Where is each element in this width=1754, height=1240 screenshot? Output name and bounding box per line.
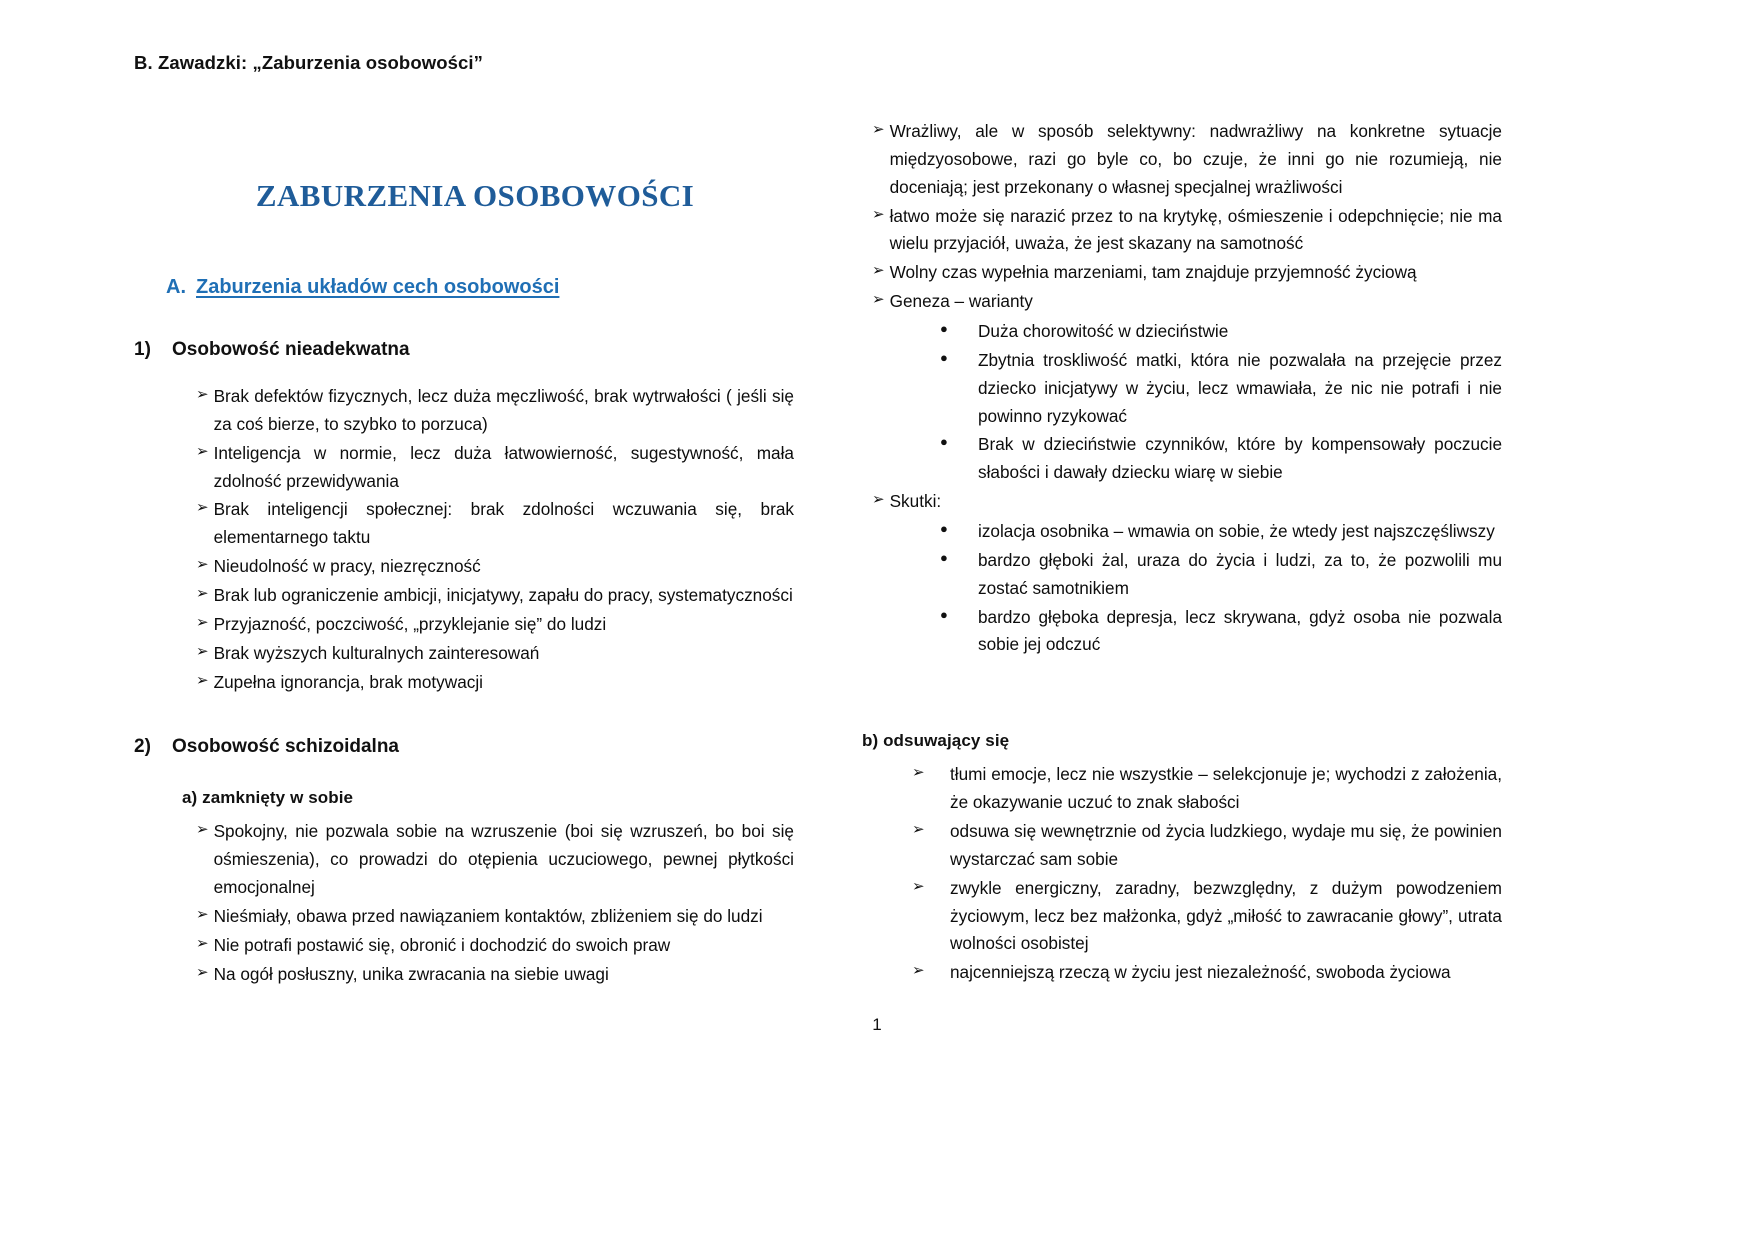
right-column [862, 118, 1502, 988]
list-item-text: bardzo głęboka depresja, lecz skrywana, gdyż osoba nie pozwala sobie jej odczuć [978, 606, 1502, 655]
section-heading-a [166, 276, 794, 299]
heading-item-2-title: Osobowość schizoidalna [172, 736, 399, 758]
list-item1-bullets [196, 383, 794, 696]
list-item-text: Brak defektów fizycznych, lecz duża męczliwość, brak wytrwałości ( jeśli się za coś bierze, to szybko to porzuca) [213, 386, 794, 434]
list-item [872, 203, 1502, 259]
list-item-text: Duża chorowitość w dzieciństwie [978, 321, 1229, 342]
arrow-bullet-icon: ➢ [196, 821, 209, 839]
list-skutki-bullets [940, 518, 1502, 659]
dot-bullet-icon: ● [940, 549, 948, 565]
list-item [196, 496, 794, 552]
arrow-bullet-icon: ➢ [196, 934, 209, 952]
arrow-bullet-icon: ➢ [872, 262, 885, 280]
list-item [196, 903, 794, 931]
page-title: ZABURZENIA OSOBOWOŚCI [255, 178, 695, 213]
list-geneza-bullets [940, 318, 1502, 487]
section-a-label: Zaburzenia układów cech osobowości [196, 276, 560, 298]
list-item [912, 761, 1502, 817]
arrow-bullet-icon: ➢ [872, 491, 885, 509]
list-item [196, 669, 794, 697]
list-item-text: Wrażliwy, ale w sposób selektywny: nadwrażliwy na konkretne sytuacje międzyosobowe, razi go byle co, bo czuje, że inni go nie rozumieją, nie doceniają; jest przekonany o własnej specjalnej wrażliwości [889, 121, 1502, 197]
list-item [912, 818, 1502, 874]
dot-bullet-icon: ● [940, 349, 948, 365]
list-item [196, 440, 794, 496]
list-item [872, 118, 1502, 202]
list-item-text: najcenniejszą rzeczą w życiu jest niezależność, swoboda życiowa [950, 962, 1451, 983]
list-item-geneza [872, 288, 1502, 316]
list-item-text: Brak w dzieciństwie czynników, które by kompensowały poczucie słabości i dawały dziecku wiarę w siebie [978, 434, 1502, 483]
heading-item-2 [134, 736, 794, 758]
list-item-text: Zbytnia troskliwość matki, która nie pozwalała na przejęcie przez dziecko inicjatywy w życiu, lecz wmawiała, że nic nie potrafi i nie powinno ryzykować [978, 349, 1502, 426]
dot-bullet-icon: ● [940, 606, 948, 622]
list-item-skutki [872, 488, 1502, 516]
list-item [912, 875, 1502, 959]
list-right-top-bullets [872, 118, 1502, 316]
section-a-marker: A. [166, 276, 186, 298]
list-item-text: Geneza – warianty [889, 291, 1033, 312]
arrow-bullet-icon: ➢ [196, 442, 209, 460]
arrow-bullet-icon: ➢ [196, 963, 209, 981]
list-item [940, 347, 1502, 431]
list-item-text: Na ogół posłuszny, unika zwracania na siebie uwagi [213, 963, 609, 984]
list-item [196, 611, 794, 639]
arrow-bullet-icon: ➢ [872, 291, 885, 309]
list-item [912, 959, 1502, 987]
list-item-text: tłumi emocje, lecz nie wszystkie – selekcjonuje je; wychodzi z założenia, że okazywanie uczuć to znak słabości [950, 764, 1502, 813]
arrow-bullet-icon: ➢ [912, 877, 925, 895]
list-item-text: odsuwa się wewnętrznie od życia ludzkiego, wydaje mu się, że powinien wystarczać sam sobie [950, 821, 1502, 869]
dot-bullet-icon: ● [940, 521, 948, 537]
list-item-text: Nie potrafi postawić się, obronić i dochodzić do swoich praw [213, 934, 671, 955]
page-number: 1 [872, 1015, 882, 1034]
arrow-bullet-icon: ➢ [912, 821, 925, 839]
arrow-bullet-icon: ➢ [196, 556, 209, 574]
list-item [940, 431, 1502, 487]
arrow-bullet-icon: ➢ [872, 205, 885, 223]
heading-item-1-marker: 1) [134, 339, 151, 360]
dot-bullet-icon: ● [940, 434, 948, 450]
list-item [940, 318, 1502, 346]
list-item [196, 582, 794, 610]
arrow-bullet-icon: ➢ [912, 764, 925, 782]
heading-item-2-marker: 2) [134, 736, 151, 758]
two-column-body [0, 118, 1754, 1118]
arrow-bullet-icon: ➢ [196, 906, 209, 924]
arrow-bullet-icon: ➢ [872, 121, 885, 138]
heading-sub-a: a) zamknięty w sobie [182, 788, 354, 808]
list-sub-b-bullets [912, 761, 1502, 987]
heading-sub-b: b) odsuwający się [862, 731, 1010, 751]
list-item [196, 553, 794, 581]
heading-item-1 [134, 339, 794, 361]
arrow-bullet-icon: ➢ [912, 962, 925, 980]
list-item-text: Skutki: [889, 491, 942, 512]
list-skutki-heading [872, 488, 1502, 516]
list-item [196, 818, 794, 902]
list-item-text: łatwo może się narazić przez to na krytykę, ośmieszenie i odepchnięcie; nie ma wielu przyjaciół, uważa, że jest skazany na samotność [889, 205, 1502, 254]
list-item [196, 383, 794, 439]
list-item-text: Nieśmiały, obawa przed nawiązaniem kontaktów, zbliżeniem się do ludzi [213, 906, 763, 927]
left-column [134, 118, 794, 990]
list-item-text: zwykle energiczny, zaradny, bezwzględny, z dużym powodzeniem życiowym, lecz bez małżonka, gdyż „miłość to zawracanie głowy”, utrata wolności osobistej [950, 877, 1502, 954]
arrow-bullet-icon: ➢ [196, 499, 209, 517]
list-item-text: Inteligencja w normie, lecz duża łatwowierność, sugestywność, mała zdolność przewidywania [213, 442, 794, 491]
list-item-text: Brak lub ograniczenie ambicji, inicjatywy, zapału do pracy, systematyczności [213, 585, 793, 606]
list-item-text: Nieudolność w pracy, niezręczność [213, 556, 481, 577]
arrow-bullet-icon: ➢ [196, 585, 209, 603]
list-item-text: Brak inteligencji społecznej: brak zdolności wczuwania się, brak elementarnego taktu [213, 499, 794, 548]
running-header: B. Zawadzki: „Zaburzenia osobowości” [134, 52, 483, 73]
list-item-text: izolacja osobnika – wmawia on sobie, że wtedy jest najszczęśliwszy [978, 521, 1495, 542]
list-item [196, 961, 794, 989]
list-item [940, 604, 1502, 660]
list-sub-a-bullets [196, 818, 794, 988]
dot-bullet-icon: ● [940, 321, 948, 337]
list-item-text: Brak wyższych kulturalnych zainteresowań [213, 642, 540, 663]
heading-item-1-title: Osobowość nieadekwatna [172, 339, 410, 360]
list-item-text: Zupełna ignorancja, brak motywacji [213, 671, 483, 692]
list-item [940, 518, 1502, 546]
list-item [196, 932, 794, 960]
arrow-bullet-icon: ➢ [196, 671, 209, 689]
arrow-bullet-icon: ➢ [196, 386, 209, 403]
list-item-text: Spokojny, nie pozwala sobie na wzruszenie (boi się wzruszeń, bo boi się ośmieszenia), co prowadzi do otępienia uczuciowego, pewnej płytkości emocjonalnej [213, 821, 794, 898]
arrow-bullet-icon: ➢ [196, 613, 209, 631]
list-item-text: Przyjazność, poczciwość, „przyklejanie się” do ludzi [213, 613, 607, 634]
list-item-text: bardzo głęboki żal, uraza do życia i ludzi, za to, że pozwolili mu zostać samotnikiem [978, 549, 1502, 598]
list-item [196, 640, 794, 668]
list-item [940, 547, 1502, 603]
arrow-bullet-icon: ➢ [196, 642, 209, 660]
list-item-text: Wolny czas wypełnia marzeniami, tam znajduje przyjemność życiową [889, 262, 1417, 283]
list-item [872, 259, 1502, 287]
